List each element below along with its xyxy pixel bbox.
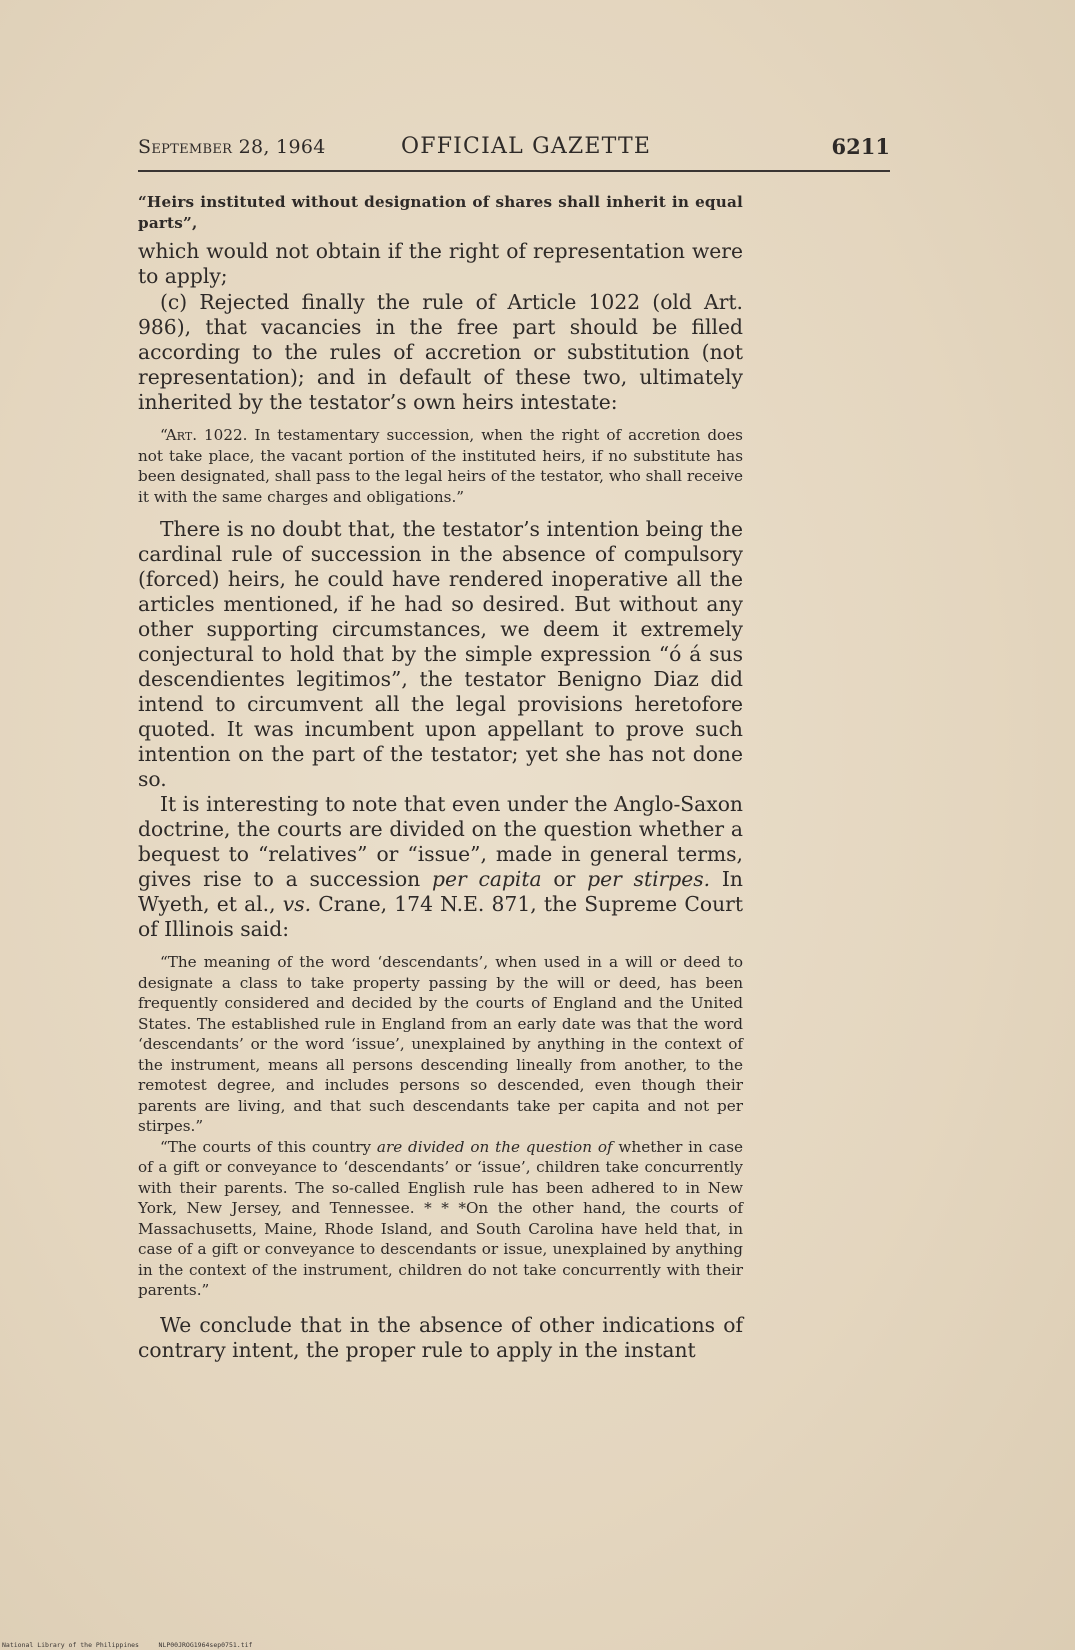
- text-column: [138, 192, 743, 1363]
- p6-italic-per-stirpes: per stirpes.: [587, 867, 711, 891]
- paragraph-anglo-saxon: [138, 792, 743, 942]
- quote-article-1022: [138, 425, 743, 507]
- page-header: [138, 132, 890, 162]
- quote-article-1022-text: In testamentary succession, when the right of accretion does not take place, the vacant portion of the instituted heirs, if no substitute has been designated, shall pass to the legal heirs of the testator, who shall receive it with the same charges and obligations.”: [138, 426, 743, 506]
- header-rule: [138, 170, 890, 172]
- p6-text-c: In Wyeth, et al.,: [138, 867, 743, 916]
- p6-text-a: It is interesting to note that even under the Anglo-Saxon doctrine, the courts are divided on the question whether a bequest to “relatives” or “issue”, made in general terms, gives rise to a succession: [138, 792, 743, 891]
- quote-article-804: [138, 192, 743, 233]
- p6-text-d: Crane, 174 N.E. 871, the Supreme Court of Illinois said:: [138, 892, 743, 941]
- p8-text-a: “The courts of this country: [160, 1137, 377, 1156]
- quote-wyeth-2: [138, 1137, 743, 1301]
- p6-italic-per-capita: per capita: [432, 867, 542, 891]
- p8-text-b: whether in case of a gift or conveyance to ‘descendants’ or ‘issue’, children take concurrently with their parents. The so-called English rule has been adhered to in New York, New Jersey, and Tennessee. * * *On the other hand, the courts of Massachusetts, Maine, Rhode Island, and South Carolina have held that, in case of a gift or conveyance to descendants or issue, unexplained by anything in the context of the instrument, children do not take concurrently with their parents.”: [138, 1137, 743, 1299]
- header-date: September 28, 1964: [138, 136, 326, 158]
- paragraph-conclusion: We conclude that in the absence of other indications of contrary intent, the proper rule to apply in the instant: [138, 1312, 743, 1362]
- paragraph-representation: which would not obtain if the right of representation were to apply;: [138, 239, 743, 288]
- paragraph-testator-intention: There is no doubt that, the testator’s intention being the cardinal rule of succession in the absence of compulsory (forced) heirs, he could have rendered inoperative all the articles mentioned, if he had so desired. But without any other supporting circumstances, we deem it extremely conjectural to hold that by the simple expression “ó á sus descendientes legitimos”, the testator Benigno Diaz did intend to circumvent all the legal provisions heretofore quoted. It was incumbent upon appellant to prove such intention on the part of the testator; yet she has not done so.: [138, 517, 743, 791]
- paragraph-rule-1022: (c) Rejected finally the rule of Article 1022 (old Art. 986), that vacancies in the free part should be filled according to the rules of accretion or substitution (not representation); and in default of these two, ultimately inherited by the testator’s own heirs intestate:: [138, 290, 743, 414]
- header-title: OFFICIAL GAZETTE: [401, 134, 652, 159]
- p6-text-b: or: [541, 867, 588, 891]
- scan-footer: National Library of the Philippines NLP00JROG1964sep0751.tif: [2, 1641, 253, 1649]
- p6-italic-vs: vs.: [282, 892, 312, 916]
- p8-italic: are divided on the question of: [376, 1137, 613, 1156]
- quote-wyeth-1: “The meaning of the word ‘descendants’, when used in a will or deed to designate a class to take property passing by the will or deed, has been frequently considered and decided by the courts of England and the United States. The established rule in England from an early date was that the word ‘descendants’ or the word ‘issue’, unexplained by anything in the context of the instrument, means all persons descending lineally from another, to the remotest degree, and includes persons so descended, even though their parents are living, and that such descendants take per capita and not per stirpes.”: [138, 953, 743, 1135]
- quote-article-804-text: “Heirs instituted without designation of shares shall inherit in equal parts”,: [138, 193, 743, 232]
- header-page-number: 6211: [831, 134, 890, 159]
- quote-article-1022-lead: “Art. 1022.: [160, 426, 248, 444]
